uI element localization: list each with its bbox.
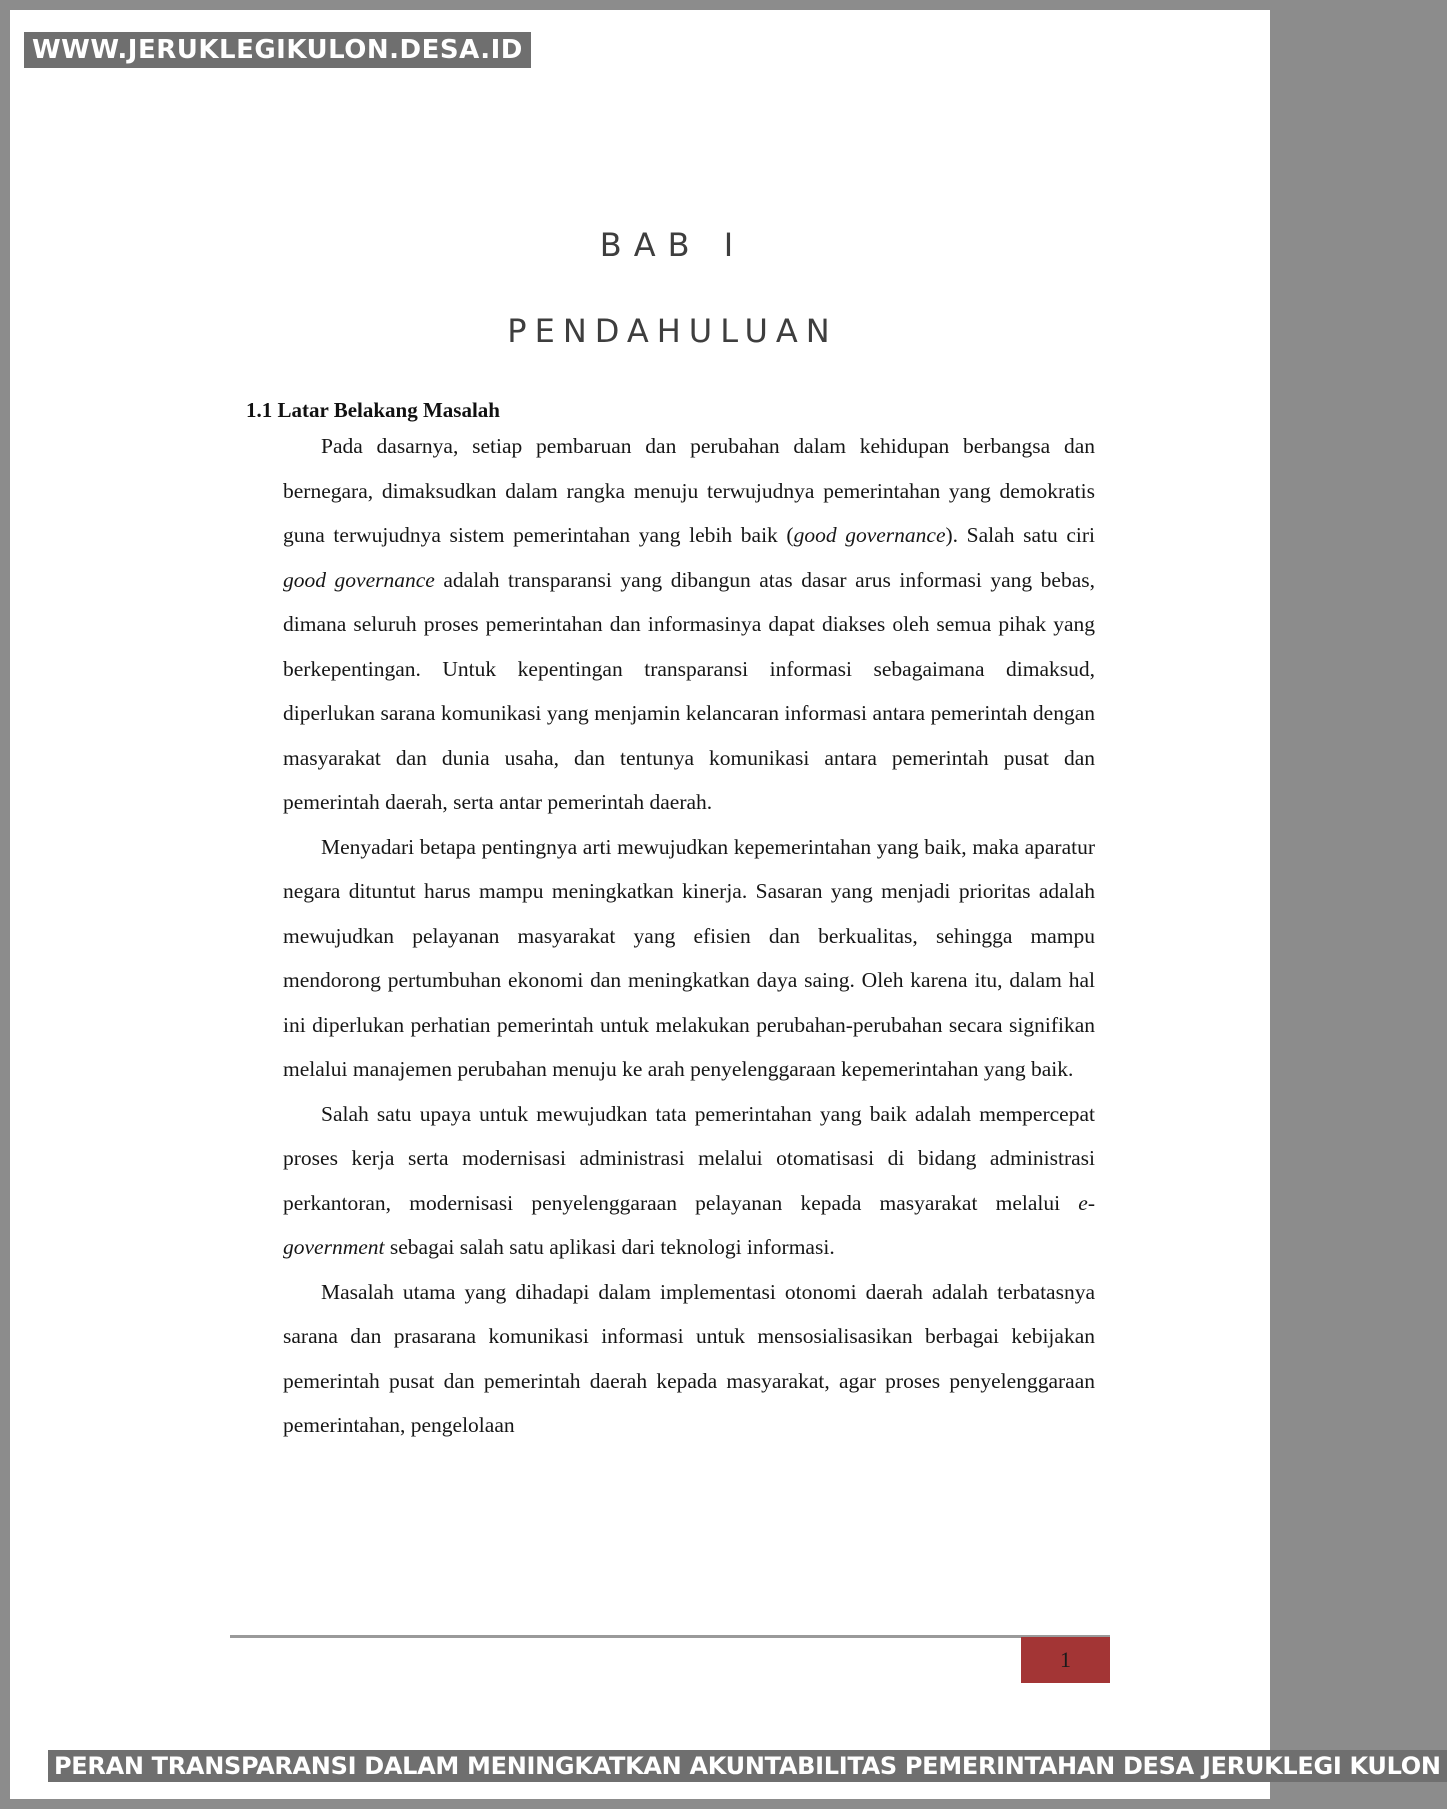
paragraph-1-part: adalah transparansi yang dibangun atas dasar arus informasi yang bebas, dimana seluruh proses pemerintahan dan informasinya dapat diakses oleh semua pihak yang berkepentingan. Untuk kepentingan transparansi informasi sebagaimana dimaksud, diperlukan sarana komunikasi yang menjamin kelancaran informasi antara pemerintah dengan masyarakat dan dunia usaha, dan tentunya komunikasi antara pemerintah pusat dan pemerintah daerah, serta antar pemerintah daerah. [283,567,1095,814]
section-heading: 1.1 Latar Belakang Masalah [246,398,500,422]
paragraph-3 [283,1092,1095,1270]
chapter-title: PENDAHULUAN [507,312,838,350]
caption-banner: PERAN TRANSPARANSI DALAM MENINGKATKAN AKUNTABILITAS PEMERINTAHAN DESA JERUKLEGI KULON [48,1750,1447,1782]
paragraph-1-part: ). Salah satu ciri [945,523,1095,547]
paragraph-4: Masalah utama yang dihadapi dalam implementasi otonomi daerah adalah terbatasnya sarana dan prasarana komunikasi informasi untuk mensosialisasikan berbagai kebijakan pemerintah pusat dan pemerintah daerah kepada masyarakat, agar proses penyelenggaraan pemerintahan, pengelolaan [283,1279,1095,1437]
italic-term: good governance [283,567,435,592]
paragraph-2: Menyadari betapa pentingnya arti mewujudkan kepemerintahan yang baik, maka aparatur negara dituntut harus mampu meningkatkan kinerja. Sasaran yang menjadi prioritas adalah mewujudkan pelayanan masyarakat yang efisien dan berkualitas, sehingga mampu mendorong pertumbuhan ekonomi dan meningkatkan daya saing. Oleh karena itu, dalam hal ini diperlukan perhatian pemerintah untuk melakukan perubahan-perubahan secara signifikan melalui manajemen perubahan menuju ke arah penyelenggaraan kepemerintahan yang baik. [283,834,1095,1081]
site-url-tag: WWW.JERUKLEGIKULON.DESA.ID [24,32,531,68]
paragraph-3-part: Salah satu upaya untuk mewujudkan tata pemerintahan yang baik adalah mempercepat proses kerja serta modernisasi administrasi melalui otomatisasi di bidang administrasi perkantoran, modernisasi penyelenggaraan pelayanan kepada masyarakat melalui [283,1101,1095,1215]
footer-rule [230,1635,1110,1638]
italic-term: e-government [283,1190,1095,1259]
document-body [283,424,1095,1448]
paragraph-1-part: Pada dasarnya, setiap pembaruan dan perubahan dalam kehidupan berbangsa dan bernegara, dimaksudkan dalam rangka menuju terwujudnya pemerintahan yang demokratis guna terwujudnya sistem pemerintahan yang lebih baik ( [283,434,1095,547]
page-number: 1 [1021,1637,1110,1683]
italic-term: good governance [793,523,946,547]
paragraph-3-part: sebagai salah satu aplikasi dari teknologi informasi. [384,1235,835,1259]
paragraph-1 [283,424,1095,825]
chapter-number: BAB I [599,226,746,264]
